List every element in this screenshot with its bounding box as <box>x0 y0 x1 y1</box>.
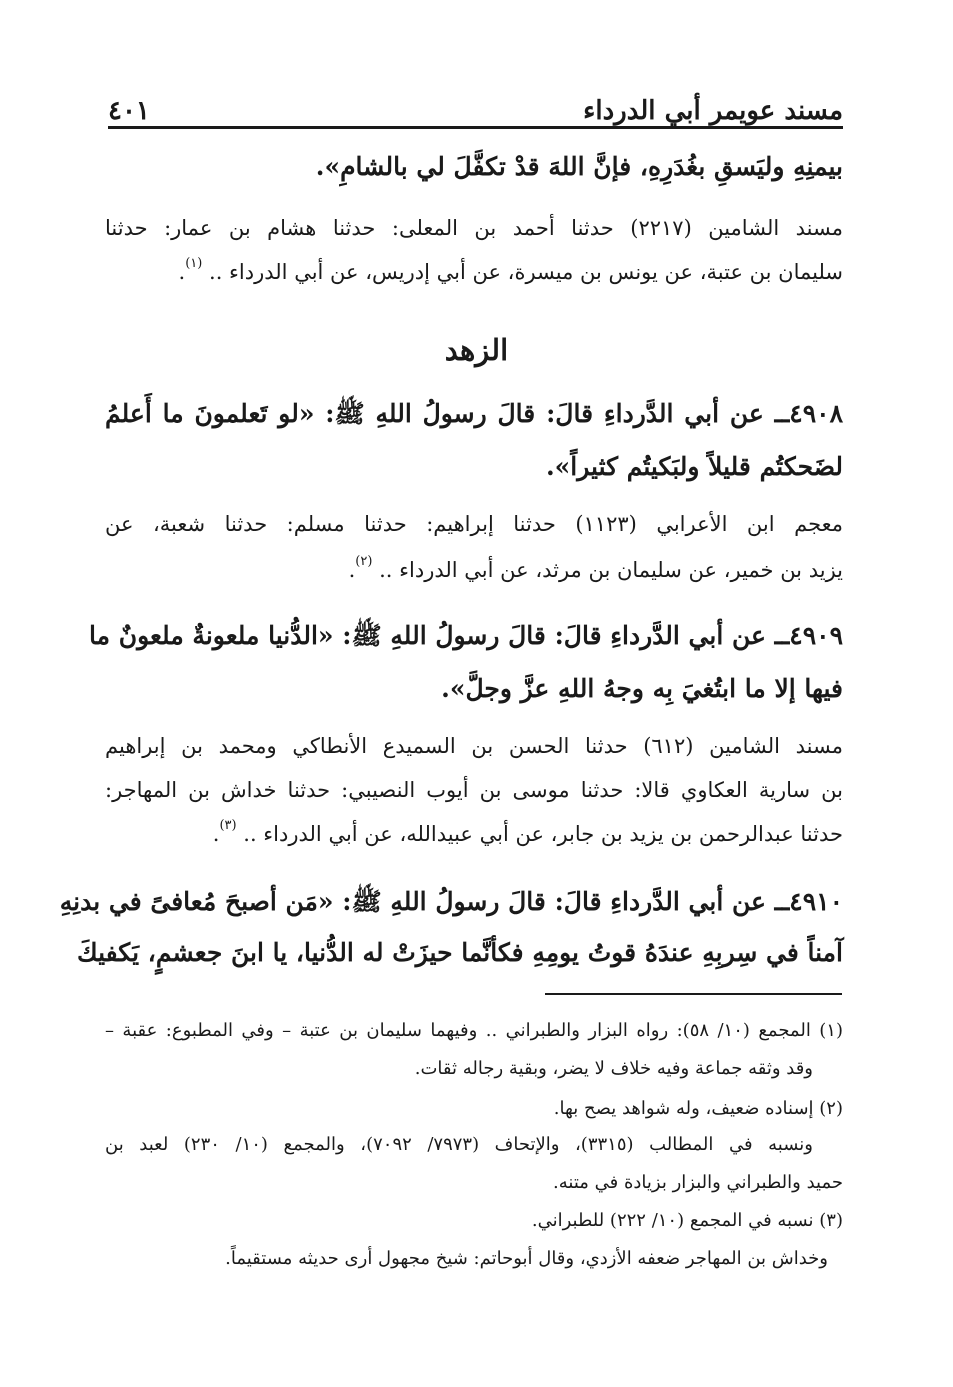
source-text: يزيد بن خمير، عن سليمان بن مرثد، عن أبي الدرداء .. <box>379 558 843 582</box>
footnote-line: (١) المجمع (١٠/ ٥٨): رواه البزار والطبراني .. وفيهما سليمان بن عتبة – وفي المطبوع: عقبة – <box>105 1020 843 1041</box>
hadith-text-line: آمناً في سِربِهِ عندَهُ قوتُ يومِهِ فكأنَّما حيزَتْ له الدُّنيا، يا ابنَ جعشمٍ، يَكفيكَ <box>77 938 843 967</box>
source-text-line: مسند الشامين (٢٢١٧) حدثنا أحمد بن المعلى: حدثنا هشام بن عمار: حدثنا <box>105 216 843 240</box>
footnote-line: ونسبه في المطالب (٣٣١٥)، والإتحاف (٧٩٧٣/ ٧٠٩٢)، والمجمع (١٠/ ٢٣٠) لعبد بن <box>105 1134 813 1155</box>
hadith-text-line: فيها إلا ما ابتُغيَ بِه وجهُ اللهِ عزَّ وجلَّ». <box>441 674 843 703</box>
running-title: مسند عويمر أبي الدرداء <box>583 96 843 126</box>
hadith-text-line: ٤٩١٠ــ عن أبي الدَّرداءِ قالَ: قالَ رسولُ اللهِ ﷺ: «مَن أصبحَ مُعافىً في بدنِهِ <box>59 887 843 916</box>
footnote-ref: (٣) <box>219 818 237 833</box>
source-text-line: معجم ابن الأعرابي (١١٢٣) حدثنا إبراهيم: حدثنا مسلم: حدثنا شعبة، عن <box>105 512 843 536</box>
footnote-line: حميد والطبراني والبزار بزيادة في متنه. <box>553 1172 843 1193</box>
footnote-line: (٣) نسبه في المجمع (١٠/ ٢٢٢) للطبراني. <box>531 1210 843 1231</box>
header-rule <box>108 126 843 129</box>
section-heading: الزهد <box>444 333 509 367</box>
hadith-text-line: ٤٩٠٩ــ عن أبي الدَّرداءِ قالَ: قالَ رسولُ اللهِ ﷺ: «الدُّنيا ملعونةٌ ملعونٌ ما <box>89 621 843 650</box>
footnote-line: (٢) إسناده ضعيف، وله شواهد يصح بها. <box>553 1098 843 1119</box>
footnote-ref: (٢) <box>355 554 373 569</box>
footnote-line: وقد وثقه جماعة وفيه خلاف لا يضر، وبقية رجاله ثقات. <box>414 1058 813 1079</box>
footnote-rule <box>545 993 842 995</box>
hadith-text-line: بيمنِهِ وليَسقِ بغُدَرِهِ، فإنَّ اللهَ قدْ تكفَّلَ لي بالشامِ». <box>315 152 843 181</box>
source-text-line: بن سارية العكاوي قالا: حدثنا موسى بن أيوب النصيبي: حدثنا خداش بن المهاجر: <box>105 778 843 802</box>
footnote-ref: (١) <box>185 256 203 271</box>
source-text: سليمان بن عتبة، عن يونس بن ميسرة، عن أبي إدريس، عن أبي الدرداء .. <box>209 260 843 284</box>
source-text-line: يزيد بن خمير، عن سليمان بن مرثد، عن أبي الدرداء .. $^{(٢)}$. <box>348 554 843 582</box>
source-text-line: سليمان بن عتبة، عن يونس بن ميسرة، عن أبي إدريس، عن أبي الدرداء .. $^{(١)}$. <box>178 256 843 284</box>
page-header <box>108 80 843 124</box>
footnote-line: وخداش بن المهاجر ضعفه الأزدي، وقال أبوحاتم: شيخ مجهول أرى حديثه مستقيماً. <box>225 1248 828 1269</box>
source-text: حدثنا عبدالرحمن بن يزيد بن جابر، عن أبي عبيدالله، عن أبي الدرداء .. <box>243 822 843 846</box>
hadith-text-line: لضَحكتُم قليلاً ولبَكيتُم كثيراً». <box>545 452 843 481</box>
hadith-text-line: ٤٩٠٨ــ عن أبي الدَّرداءِ قالَ: قالَ رسولُ اللهِ ﷺ: «لو تَعلمونَ ما أَعلمُ <box>105 399 843 428</box>
source-text-line: مسند الشامين (٦١٢) حدثنا الحسن بن السميدع الأنطاكي ومحمد بن إبراهيم <box>105 734 843 758</box>
page-number: ٤٠١ <box>108 96 150 126</box>
source-text-line: حدثنا عبدالرحمن بن يزيد بن جابر، عن أبي عبيدالله، عن أبي الدرداء .. $^{(٣)}$. <box>212 818 843 846</box>
